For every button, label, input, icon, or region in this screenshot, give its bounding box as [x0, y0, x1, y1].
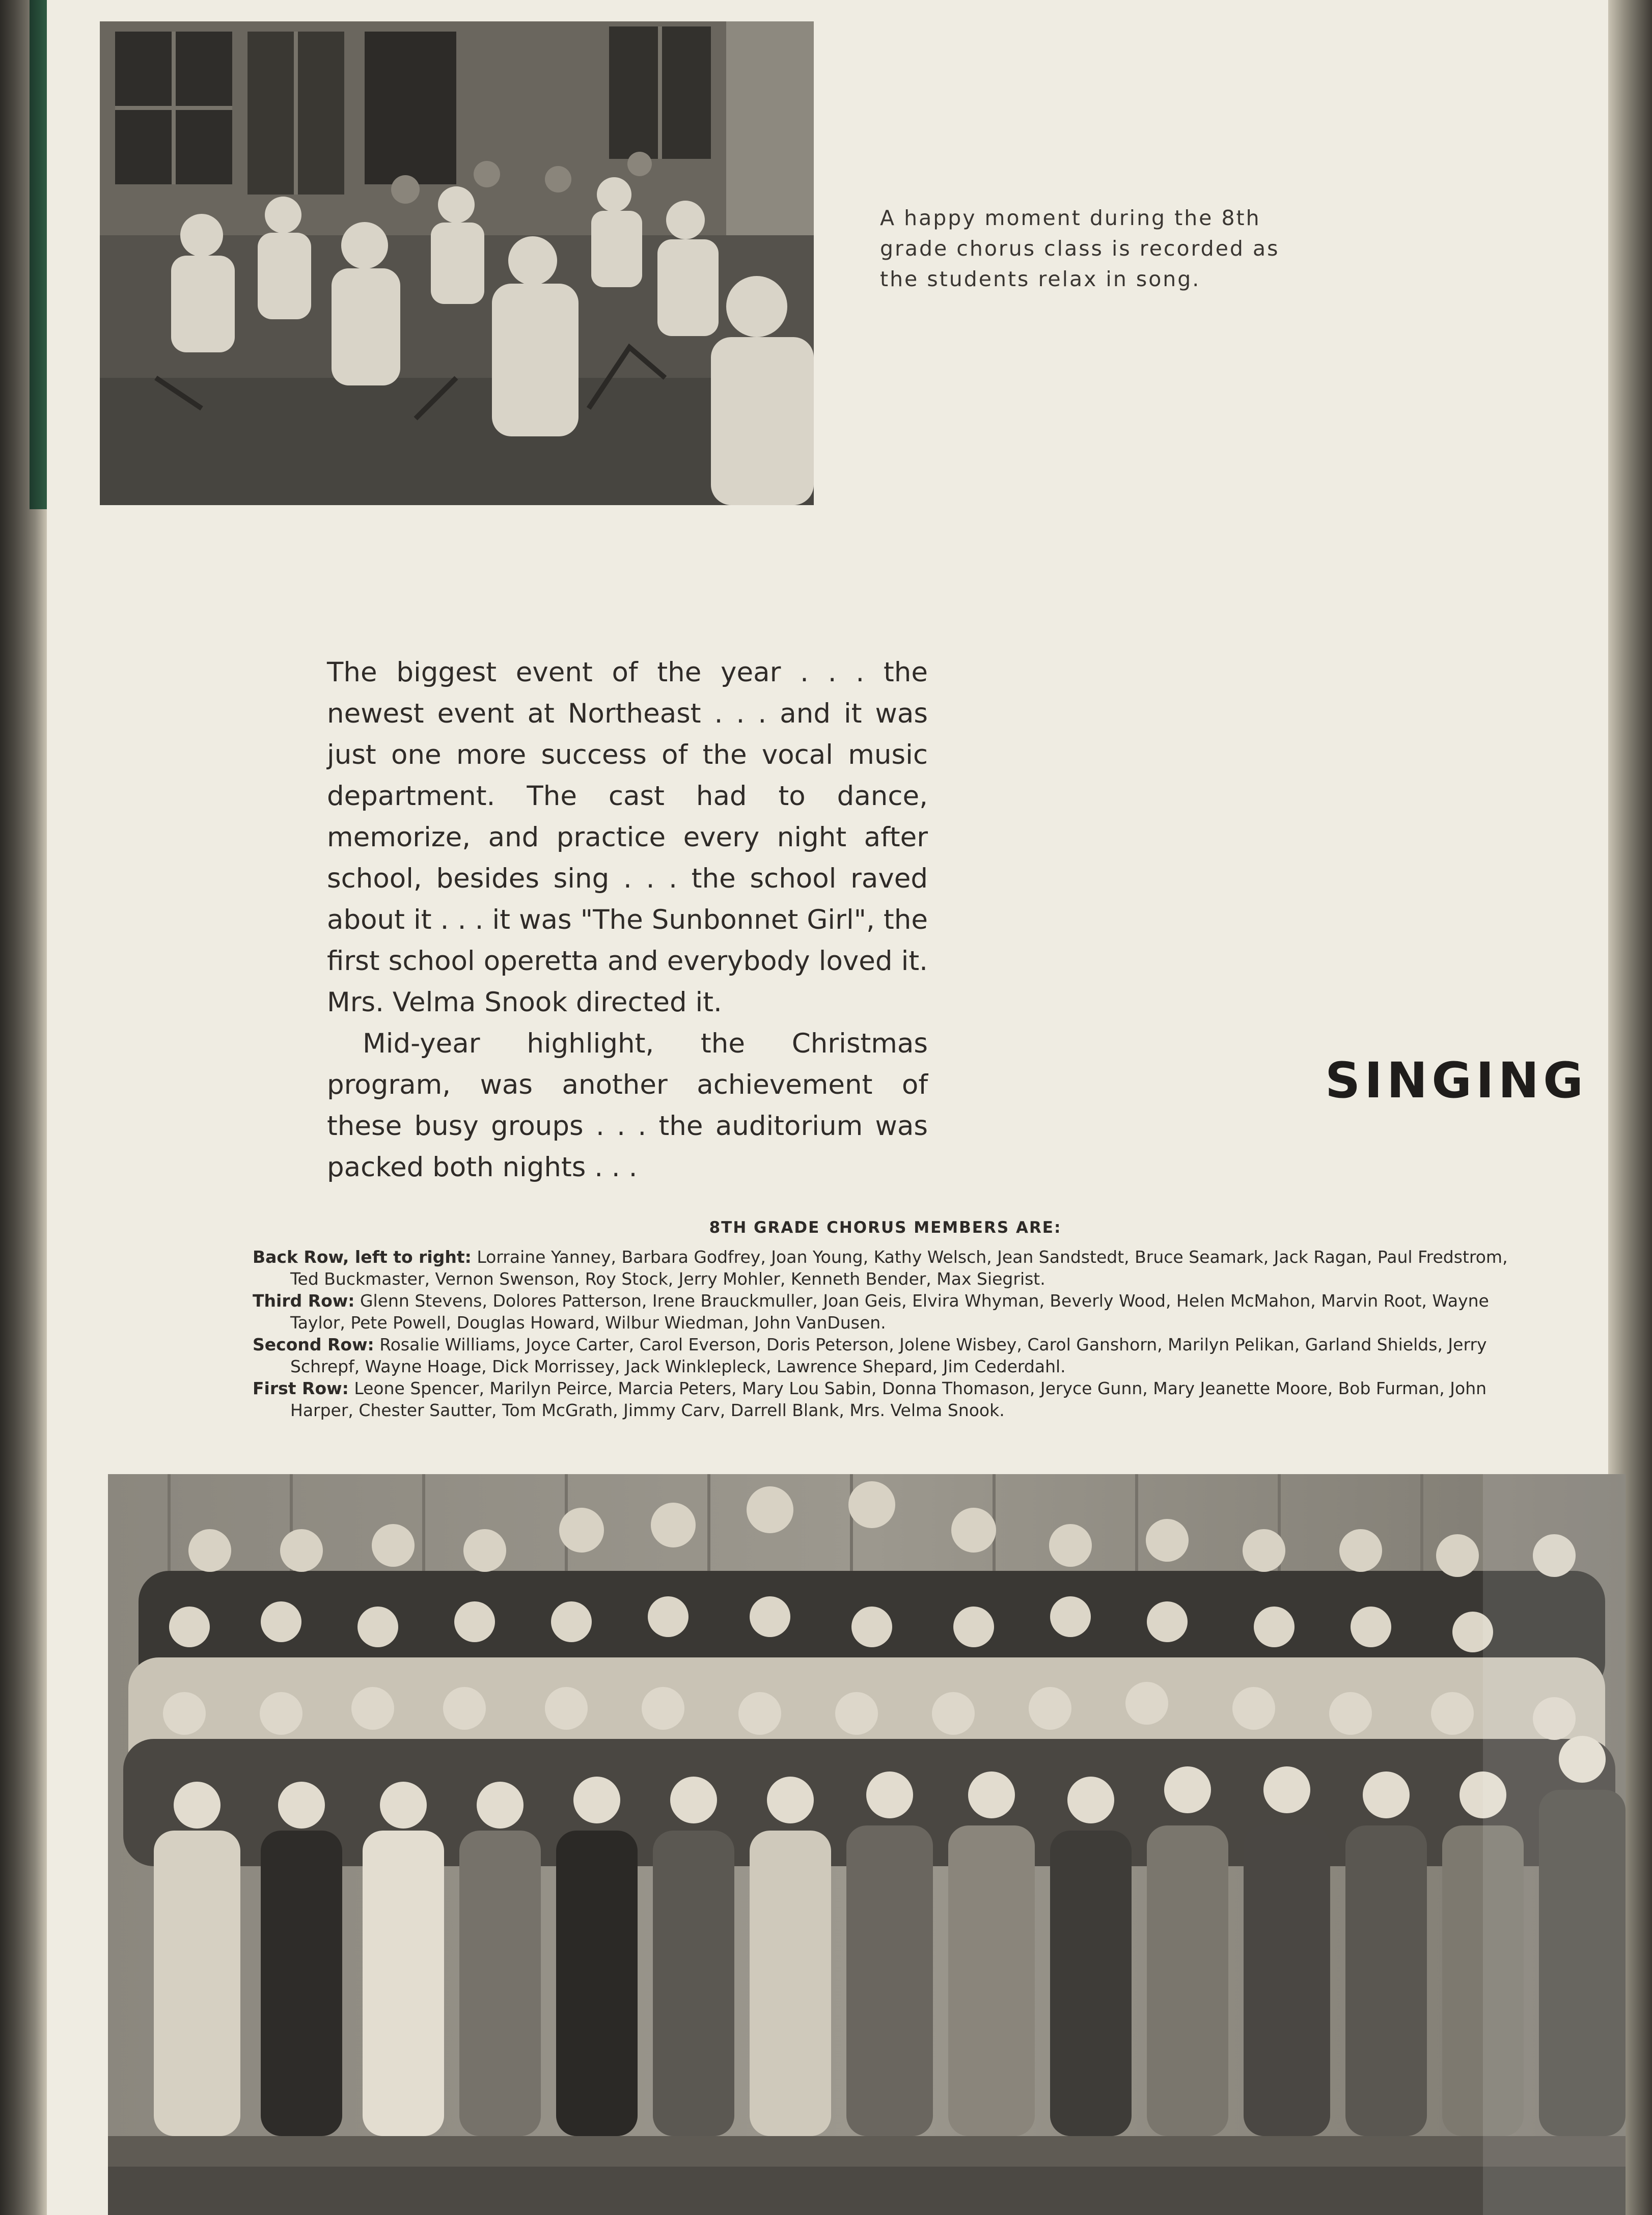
article-body [327, 652, 928, 1188]
row-label: Third Row: [253, 1291, 355, 1311]
chorus-members-list [253, 1217, 1518, 1421]
section-heading: SINGING [1325, 1052, 1587, 1109]
binding-green-strip [30, 0, 47, 509]
row-names: Leone Spencer, Marilyn Peirce, Marcia Peters, Mary Lou Sabin, Donna Thomason, Jeryce Gunn, Mary Jeanette Moore, Bob Furman, John Harper, Chester Sautter, Tom McGrath, Jimmy Carv, Darrell Blank, Mrs. Velma Snook. [290, 1378, 1487, 1420]
classroom-photo [100, 21, 814, 505]
chorus-group-photo-drawing [108, 1474, 1626, 2215]
row-label: First Row: [253, 1378, 349, 1398]
photo-caption: A happy moment during the 8th grade chorus class is recorded as the students relax in song. [880, 206, 1280, 291]
members-row [253, 1377, 1518, 1421]
row-names: Rosalie Williams, Joyce Carter, Carol Everson, Doris Peterson, Jolene Wisbey, Carol Ganshorn, Marilyn Pelikan, Garland Shields, Jerry Schrepf, Wayne Hoage, Dick Morrissey, Jack Winklepleck, Lawrence Shepard, Jim Cederdahl. [290, 1335, 1487, 1376]
row-label: Second Row: [253, 1335, 374, 1354]
members-row [253, 1246, 1518, 1290]
article-paragraph: The biggest event of the year . . . the newest event at Northeast . . . and it was just one more success of the vocal music department. The cast had to dance, memorize, and practice every night after school, besides sing . . . the school raved about it . . . it was "The Sunbonnet Girl", the first school operetta and everybody loved it. Mrs. Velma Snook directed it. [327, 657, 928, 1018]
members-row [253, 1290, 1518, 1334]
article-paragraph: Mid-year highlight, the Christmas program, was another achievement of these busy groups . . . the auditorium was packed both nights . . . [327, 1028, 928, 1183]
members-title: 8TH GRADE CHORUS MEMBERS ARE: [709, 1219, 1062, 1237]
chorus-group-photo [108, 1474, 1626, 2215]
classroom-photo-drawing [100, 21, 814, 505]
row-names: Lorraine Yanney, Barbara Godfrey, Joan Young, Kathy Welsch, Jean Sandstedt, Bruce Seamark, Jack Ragan, Paul Fredstrom, Ted Buckmaster, Vernon Swenson, Roy Stock, Jerry Mohler, Kenneth Bender, Max Siegrist. [290, 1247, 1508, 1289]
row-label: Back Row, left to right: [253, 1247, 472, 1267]
members-row [253, 1334, 1518, 1377]
row-names: Glenn Stevens, Dolores Patterson, Irene Brauckmuller, Joan Geis, Elvira Whyman, Beverly Wood, Helen McMahon, Marvin Root, Wayne Taylor, Pete Powell, Douglas Howard, Wilbur Wiedman, John VanDusen. [290, 1291, 1489, 1333]
